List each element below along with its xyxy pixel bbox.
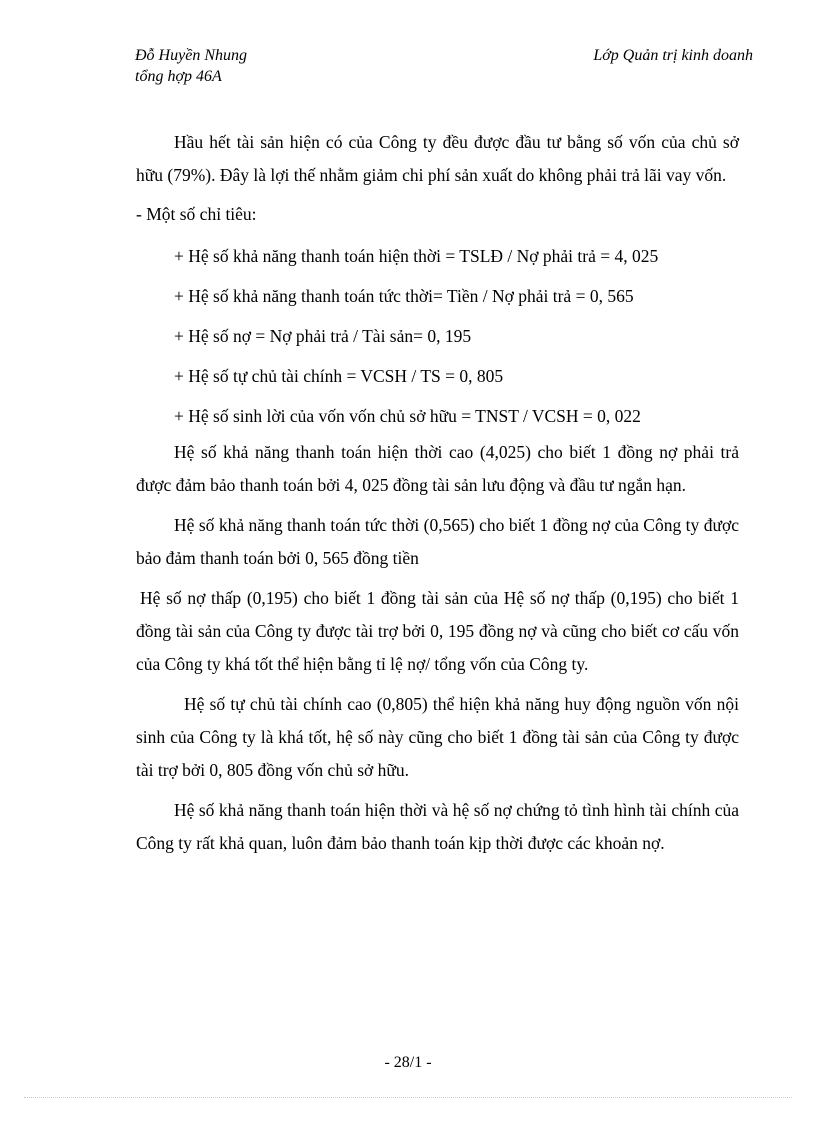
indicator-item: + Hệ số sinh lời của vốn vốn chủ sở hữu = TNST / VCSH = 0, 022 bbox=[174, 406, 641, 426]
document-body bbox=[136, 126, 739, 860]
page-number: - 28/1 - bbox=[384, 1054, 432, 1071]
header-author bbox=[135, 45, 435, 87]
paragraph-debt-ratio: Hệ số nợ thấp (0,195) cho biết 1 đồng tài sản của Hệ số nợ thấp (0,195) cho biết 1 đồng tài sản của Công ty được tài trợ bởi 0, 195 đồng nợ và cũng cho biết cơ cấu vốn của Công ty khá tốt thể hiện bằng tỉ lệ nợ/ tổng vốn của Công ty. bbox=[136, 588, 739, 674]
author-class: tổng hợp 46A bbox=[135, 68, 222, 85]
author-name: Đỗ Huyền Nhung bbox=[135, 47, 247, 64]
paragraph-quick-ratio: Hệ số khả năng thanh toán tức thời (0,565) cho biết 1 đồng nợ của Công ty được bảo đảm thanh toán bởi 0, 565 đồng tiền bbox=[136, 515, 739, 568]
paragraph-conclusion: Hệ số khả năng thanh toán hiện thời và hệ số nợ chứng tỏ tình hình tài chính của Công ty rất khả quan, luôn đảm bảo thanh toán kịp thời được các khoản nợ. bbox=[136, 800, 739, 853]
indicator-item: + Hệ số khả năng thanh toán tức thời= Tiền / Nợ phải trả = 0, 565 bbox=[174, 286, 634, 306]
indicator-item: + Hệ số tự chủ tài chính = VCSH / TS = 0, 805 bbox=[174, 366, 504, 386]
indicators-title: - Một số chỉ tiêu: bbox=[136, 204, 257, 224]
indicator-item: + Hệ số nợ = Nợ phải trả / Tài sản= 0, 195 bbox=[174, 326, 472, 346]
paragraph-current-ratio: Hệ số khả năng thanh toán hiện thời cao (4,025) cho biết 1 đồng nợ phải trả được đảm bảo thanh toán bởi 4, 025 đồng tài sản lưu động và đầu tư ngắn hạn. bbox=[136, 442, 739, 495]
indicator-list bbox=[136, 236, 739, 436]
header-class-name: Lớp Quản trị kinh doanh bbox=[593, 47, 753, 64]
page-bottom-divider bbox=[24, 1097, 792, 1098]
paragraph-capital-structure: Hầu hết tài sản hiện có của Công ty đều được đầu tư bằng số vốn của chủ sở hữu (79%). Đây là lợi thế nhằm giảm chi phí sản xuất do không phải trả lãi vay vốn. bbox=[136, 132, 739, 185]
indicator-item: + Hệ số khả năng thanh toán hiện thời = TSLĐ / Nợ phải trả = 4, 025 bbox=[174, 246, 659, 266]
paragraph-equity-ratio: Hệ số tự chủ tài chính cao (0,805) thể hiện khả năng huy động nguồn vốn nội sinh của Công ty là khá tốt, hệ số này cũng cho biết 1 đồng tài sản của Công ty được tài trợ bởi 0, 805 đồng vốn chủ sở hữu. bbox=[136, 694, 739, 780]
